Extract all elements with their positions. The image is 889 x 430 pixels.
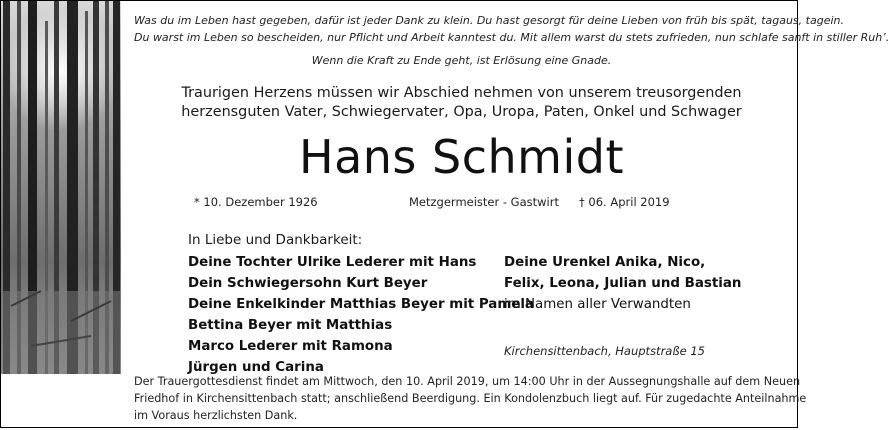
mourner-entry: Marco Lederer mit Ramona xyxy=(188,339,393,354)
funeral-notice xyxy=(134,373,807,424)
mourner-entry: Deine Tochter Ulrike Lederer mit Hans xyxy=(188,255,477,270)
intro-line: Traurigen Herzens müssen wir Abschied nehmen von unserem treusorgenden xyxy=(181,85,742,101)
relatives-note: im Namen aller Verwandten xyxy=(504,297,691,312)
notice-line: Friedhof in Kirchensittenbach statt; anschließend Beerdigung. Ein Kondolenzbuch liegt auf. Für zugedachte Anteilnahme xyxy=(134,392,807,405)
mourner-entry: Felix, Leona, Julian und Bastian xyxy=(504,276,742,291)
mourners-heading: In Liebe und Dankbarkeit: xyxy=(188,232,363,248)
mourner-entry: Deine Urenkel Anika, Nico, xyxy=(504,255,706,270)
deceased-name: Hans Schmidt xyxy=(299,130,624,184)
mourner-entry: Jürgen und Carina xyxy=(188,360,324,375)
mourner-entry: Deine Enkelkinder Matthias Beyer mit Pamela xyxy=(188,297,534,312)
death-date: † 06. April 2019 xyxy=(579,195,670,209)
forest-photo xyxy=(1,1,121,374)
poem-line: Du warst im Leben so bescheiden, nur Pflicht und Arbeit kanntest du. Mit allem warst du stets zufrieden, nun schlafe sanft in stiller Ruh’. xyxy=(134,31,889,44)
mourners-right xyxy=(504,252,741,315)
mourner-entry: Dein Schwiegersohn Kurt Beyer xyxy=(188,276,428,291)
profession: Metzgermeister - Gastwirt xyxy=(409,195,559,209)
notice-line: im Voraus herzlichsten Dank. xyxy=(134,409,298,422)
birth-date: * 10. Dezember 1926 xyxy=(194,195,318,209)
intro-line: herzensguten Vater, Schwiegervater, Opa, Uropa, Paten, Onkel und Schwager xyxy=(181,104,742,120)
mourners-left xyxy=(188,252,534,378)
address: Kirchensittenbach, Hauptstraße 15 xyxy=(504,344,705,358)
poem xyxy=(134,12,889,46)
mourner-entry: Bettina Beyer mit Matthias xyxy=(188,318,393,333)
notice-line: Der Trauergottesdienst findet am Mittwoch, den 10. April 2019, um 14:00 Uhr in der Aussegnungshalle auf dem Neuen xyxy=(134,375,801,388)
intro-text xyxy=(134,84,789,122)
poem-line: Was du im Leben hast gegeben, dafür ist jeder Dank zu klein. Du hast gesorgt für deine Lieben von früh bis spät, tagaus, tagein. xyxy=(134,14,844,27)
motto: Wenn die Kraft zu Ende geht, ist Erlösung eine Gnade. xyxy=(311,54,612,67)
